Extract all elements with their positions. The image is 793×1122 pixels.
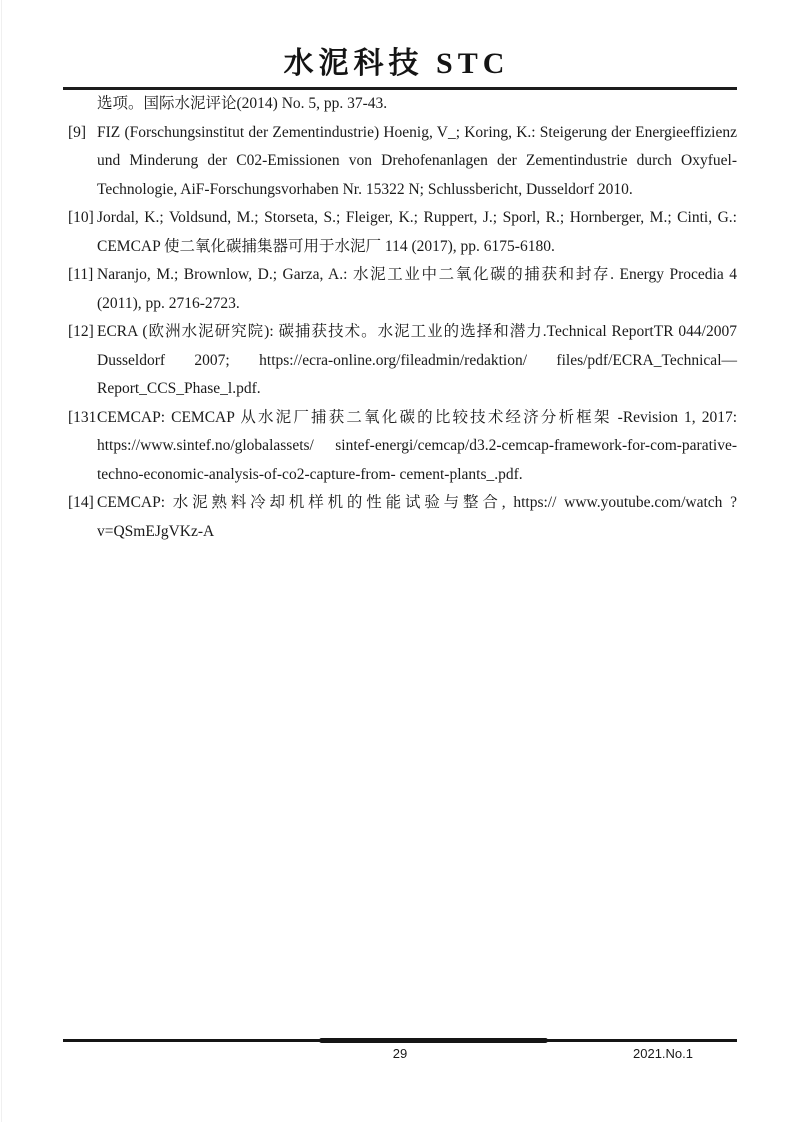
reference-label: [12] [68, 323, 94, 340]
reference-label: [14] [68, 494, 94, 511]
reference-text: ECRA (欧洲水泥研究院): 碳捕获技术。水泥工业的选择和潜力.Technical ReportTR 044/2007 Dusseldorf 2007; https://ecra-online.org/fileadmin/redaktion/ files/pdf/ECRA_Technical—Report_CCS_Phase_l.pdf. [97, 323, 737, 397]
reference-text: CEMCAP: 水泥熟料冷却机样机的性能试验与整合, https:// www.youtube.com/watch ?v=QSmEJgVKz-A [97, 494, 737, 540]
journal-title: 水泥科技 STC [283, 47, 510, 80]
reference-item [68, 204, 737, 261]
reference-text: CEMCAP: CEMCAP 从水泥厂捕获二氧化碳的比较技术经济分析框架 -Revision 1, 2017: https://www.sintef.no/globalassets/ sintef-energi/cemcap/d3.2-cemcap-framework-for-com-parative-techno-economic-analysis-of-co2-capture-from- cement-plants_.pdf. [97, 408, 737, 483]
reference-item [68, 489, 737, 546]
reference-item [68, 318, 737, 404]
reference-label: [11] [68, 266, 94, 283]
reference-label: [131 [68, 408, 97, 426]
reference-continuation: 选项。国际水泥评论(2014) No. 5, pp. 37-43. [97, 95, 388, 112]
page-number: 29 [392, 1046, 408, 1061]
scan-edge-line [1, 0, 2, 1122]
reference-item [68, 261, 737, 318]
reference-label: [9] [68, 123, 87, 141]
issue-number: 2021.No.1 [633, 1046, 693, 1061]
footer-rule [63, 1039, 737, 1042]
reference-item [68, 404, 737, 490]
reference-text: Jordal, K.; Voldsund, M.; Storseta, S.; Fleiger, K.; Ruppert, J.; Sporl, R.; Hornberger, M.; Cinti, G.: CEMCAP 使二氧化碳捕集器可用于水泥厂 114 (2017), pp. 6175-6180. [97, 209, 737, 255]
reference-text: Naranjo, M.; Brownlow, D.; Garza, A.: 水泥工业中二氧化碳的捕获和封存. Energy Procedia 4 (2011), pp. 2716-2723. [97, 266, 737, 312]
reference-item [68, 119, 737, 205]
reference-text: FIZ (Forschungsinstitut der Zementindustrie) Hoenig, V_; Koring, K.: Steigerung der Energieeffizienz und Minderung der C02-Emissionen von Drehofenanlagen der Zementindustrie durch Oxyfuel-Technologie, AiF-Forschungsvorhaben Nr. 15322 N; Schlussbericht, Dusseldorf 2010. [97, 123, 737, 198]
reference-label: [10] [68, 209, 94, 226]
references-section [68, 90, 737, 546]
